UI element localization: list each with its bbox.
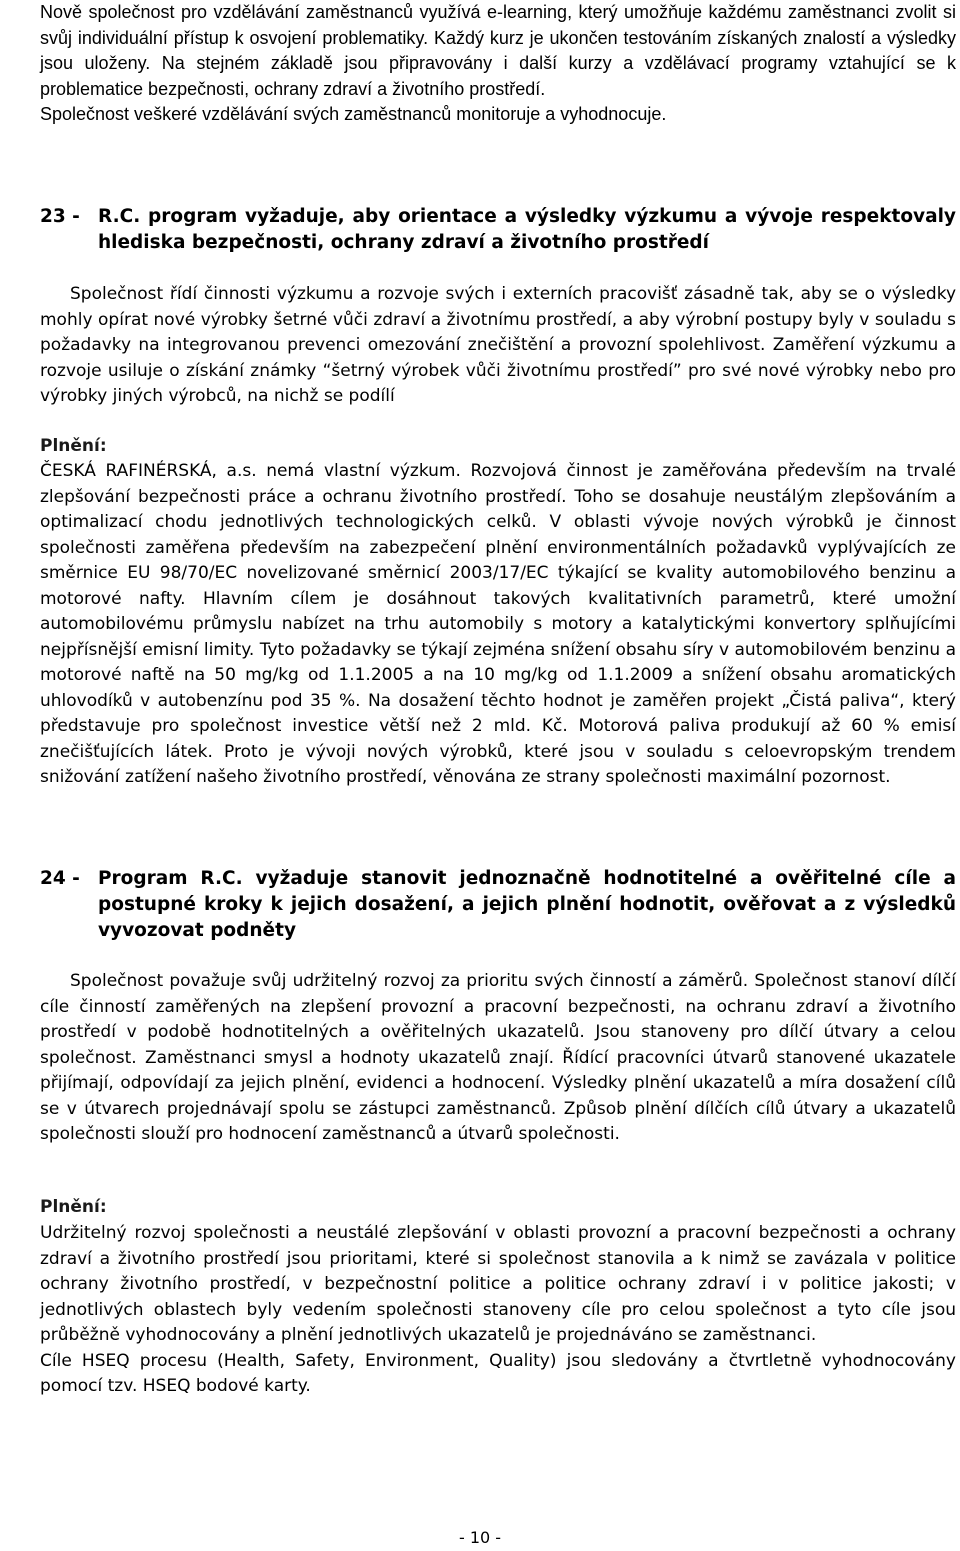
section-24-body — [40, 969, 956, 1148]
intro-monitoring-sentence: Společnost veškeré vzdělávání svých zaměstnanců monitoruje a vyhodnocuje. — [40, 104, 667, 124]
section-24-title: Program R.C. vyžaduje stanovit jednoznačně hodnotitelné a ověřitelné cíle a postupné kroky k jejich dosažení, a jejich plnění hodnotit, ověřovat a z výsledků vyvozovat podněty — [98, 868, 956, 941]
section-23-title: R.C. program vyžaduje, aby orientace a výsledky výzkumu a vývoje respektovaly hlediska bezpečnosti, ochrany zdraví a životního prostředí — [98, 206, 956, 253]
section-23-fulfillment-paragraph: ČESKÁ RAFINÉRSKÁ, a.s. nemá vlastní výzkum. Rozvojová činnost je zaměřována především na trvalé zlepšování bezpečnosti práce a ochranu životního prostředí. Toho se dosahuje neustálým zlepšováním a optimalizací chodu jednotlivých technologických celků. V oblasti vývoje nových výrobků je činnost společnosti zaměřena především na zabezpečení plnění environmentálních požadavků vyplývajících ze směrnice EU 98/70/EC novelizované směrnicí 2003/17/EC týkající se kvality automobilového benzinu a motorové nafty. Hlavním cílem je dosáhnout takových kvalitativních parametrů, které umožní automobilovému průmyslu nabízet na trhu automobily s motory a katalytickými konvertory splňujícími nejpřísnější emisní limity. Tyto požadavky se týkají zejména snížení obsahu síry v automobilovém benzinu a motorové naftě na 50 mg/kg od 1.1.2005 a na 10 mg/kg od 1.1.2009 a snížení obsahu aromatických uhlovodíků v autobenzínu pod 35 %. Na dosažení těchto hodnot je zaměřen projekt „Čistá paliva“, který představuje pro společnost investice větší než 2 mld. Kč. Motorová paliva produkují až 60 % emisí znečišťujících látek. Proto je vývoji nových výrobků, které jsou v souladu s celoevropským trendem snižování zatížení našeho životního prostředí, věnována ze strany společnosti maximální pozornost. — [40, 461, 956, 787]
section-23-paragraph: Společnost řídí činnosti výzkumu a rozvoje svých i externích pracovišť zásadně tak, aby se o výsledky mohly opírat nové výrobky šetrné vůči zdraví a životnímu prostředí, a aby výrobní postupy byly v souladu s požadavky na integrovanou prevenci omezování znečištění a provozní spolehlivost. Zaměření výzkumu a rozvoje usiluje o získání známky “šetrný výrobek vůči životnímu prostředí” pro své nové výrobky nebo pro výrobky jiných výrobců, na nichž se podílí — [40, 284, 956, 406]
section-23-number: 23 - — [40, 206, 80, 227]
section-24-fulfillment — [40, 1221, 956, 1400]
page-number: - 10 - — [458, 1528, 502, 1547]
section-23-heading — [40, 204, 956, 256]
intro-paragraph: Nově společnost pro vzdělávání zaměstnanců využívá e-learning, který umožňuje každému zaměstnanci zvolit si svůj individuální přístup k osvojení problematiky. Každý kurz je ukončen testováním získaných znalostí a výsledky jsou uloženy. Na stejném základě jsou připravovány i další kurzy a vzdělávací programy vztahující se k problematice bezpečnosti, ochrany zdraví a životního prostředí. — [40, 2, 956, 99]
section-24-heading — [40, 866, 956, 944]
section-23-fulfillment — [40, 459, 956, 791]
section-23-body — [40, 282, 956, 410]
section-24-number: 24 - — [40, 868, 80, 889]
section-24-fulfillment-paragraph: Udržitelný rozvoj společnosti a neustálé zlepšování v oblasti provozní a pracovní bezpečnosti a ochrany zdraví a životního prostředí jsou prioritami, které si společnost stanovila a k nimž se zavázala v politice ochrany životního prostředí, v bezpečnostní politice a politice ochrany zdraví i v politice jakosti; v jednotlivých oblastech byly vedením společnosti stanoveny cíle pro celou společnost a tyto cíle jsou průběžně vyhodnocovány a plnění jednotlivých ukazatelů je projednáváno se zaměstnanci. — [40, 1223, 956, 1345]
section-24-fulfillment-label: Plnění: — [40, 1197, 107, 1217]
section-24-paragraph: Společnost považuje svůj udržitelný rozvoj za prioritu svých činností a záměrů. Společnost stanoví dílčí cíle činností zaměřených na zlepšení provozní a pracovní bezpečnosti, na ochranu zdraví a životního prostředí v podobě hodnotitelných a ověřitelných ukazatelů. Jsou stanoveny pro dílčí útvary a celou společnost. Zaměstnanci smysl a hodnoty ukazatelů znají. Řídící pracovníci útvarů stanovené ukazatele přijímají, odpovídají za jejich plnění, evidenci a hodnocení. Výsledky plnění ukazatelů a míra dosažení cílů se v útvarech projednávají spolu se zástupci zaměstnanců. Způsob plnění dílčích cílů útvary a ukazatelů společnosti slouží pro hodnocení zaměstnanců a útvarů společnosti. — [40, 971, 956, 1144]
section-24-hseq-paragraph: Cíle HSEQ procesu (Health, Safety, Environment, Quality) jsou sledovány a čtvrtletně vyhodnocovány pomocí tzv. HSEQ bodové karty. — [40, 1350, 956, 1396]
intro-section — [40, 0, 956, 128]
section-23-fulfillment-label: Plnění: — [40, 436, 107, 456]
